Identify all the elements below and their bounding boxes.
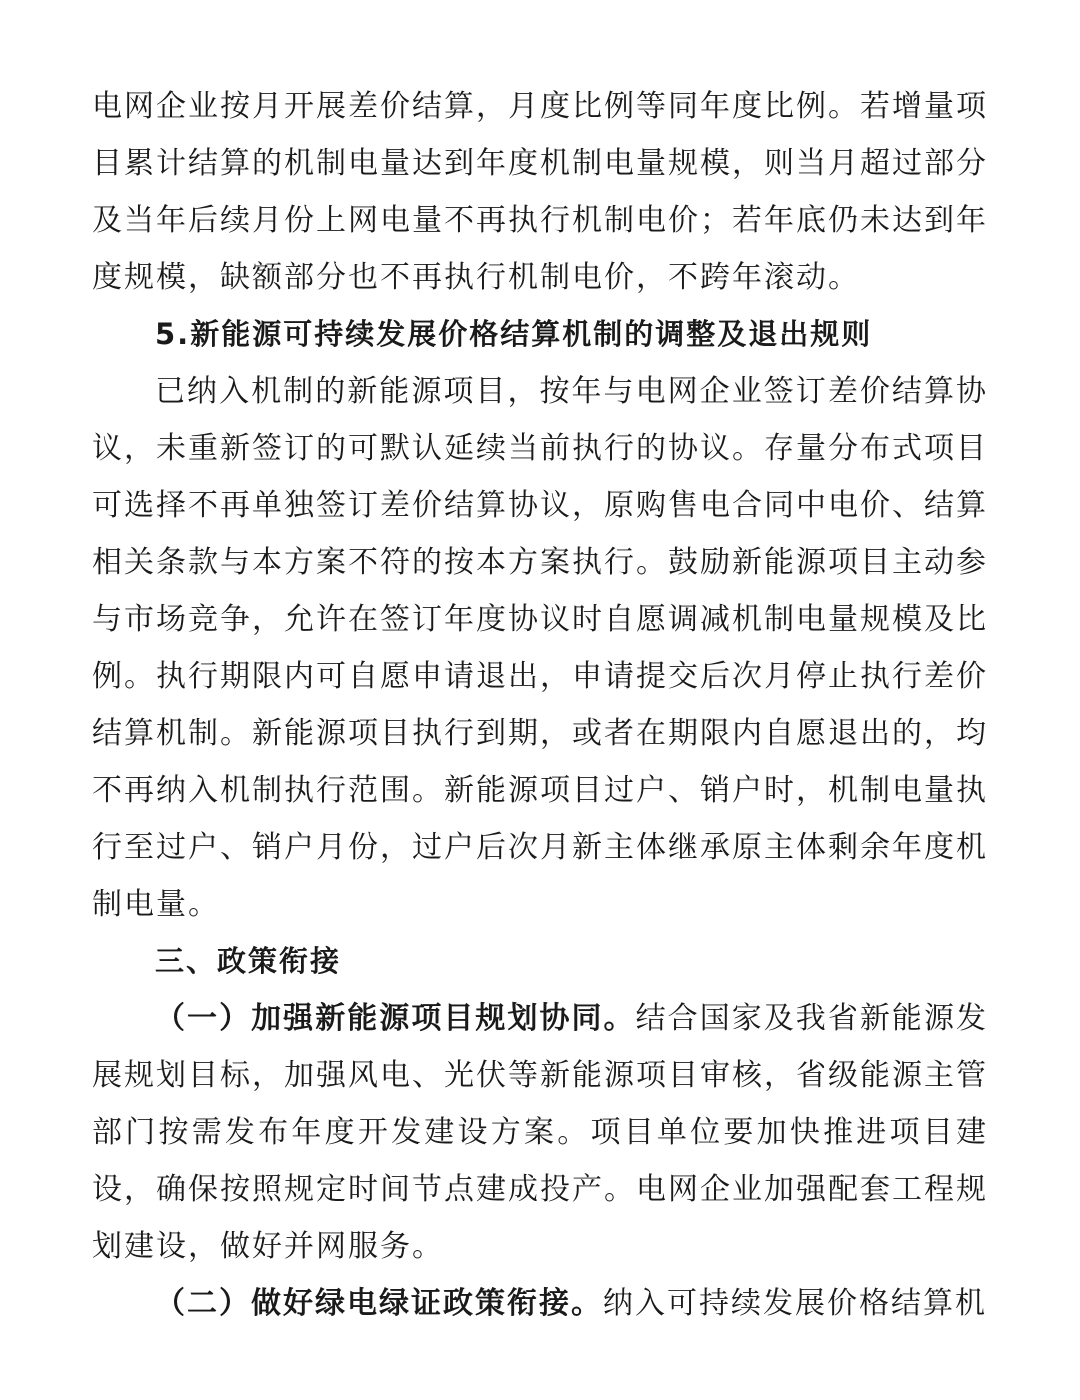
paragraph-monthly-settlement: 电网企业按月开展差价结算，月度比例等同年度比例。若增量项目累计结算的机制电量达到年度机制电量规模，则当月超过部分及当年后续月份上网电量不再执行机制电价；若年底仍未达到年度规模，缺额部分也不再执行机制电价，不跨年滚动。 [92, 89, 988, 295]
paragraph-adjustment-exit: 已纳入机制的新能源项目，按年与电网企业签订差价结算协议，未重新签订的可默认延续当前执行的协议。存量分布式项目可选择不再单独签订差价结算协议，原购售电合同中电价、结算相关条款与本方案不符的按本方案执行。鼓励新能源项目主动参与市场竞争，允许在签订年度协议时自愿调减机制电量规模及比例。执行期限内可自愿申请退出，申请提交后次月停止执行差价结算机制。新能源项目执行到期，或者在期限内自愿退出的，均不再纳入机制执行范围。新能源项目过户、销户时，机制电量执行至过户、销户月份，过户后次月新主体继承原主体剩余年度机制电量。 [92, 374, 988, 922]
item-body-green-certificate: 纳入可持续发展价格结算机 [603, 1286, 987, 1321]
document-page [92, 78, 988, 1332]
section-heading-policy-linkage: 三、政策衔接 [155, 944, 342, 978]
subheading-adjustment-exit-rules: 5.新能源可持续发展价格结算机制的调整及退出规则 [155, 317, 873, 351]
paragraph-green-certificate [92, 1275, 988, 1332]
paragraph-planning-coordination [92, 990, 988, 1275]
item-lead-green-certificate: （二）做好绿电绿证政策衔接。 [155, 1286, 603, 1321]
item-body-planning-coordination: 结合国家及我省新能源发展规划目标，加强风电、光伏等新能源项目审核，省级能源主管部门按需发布年度开发建设方案。项目单位要加快推进项目建设，确保按照规定时间节点建成投产。电网企业加强配套工程规划建设，做好并网服务。 [92, 1001, 989, 1264]
item-lead-planning-coordination: （一）加强新能源项目规划协同。 [155, 1001, 636, 1036]
